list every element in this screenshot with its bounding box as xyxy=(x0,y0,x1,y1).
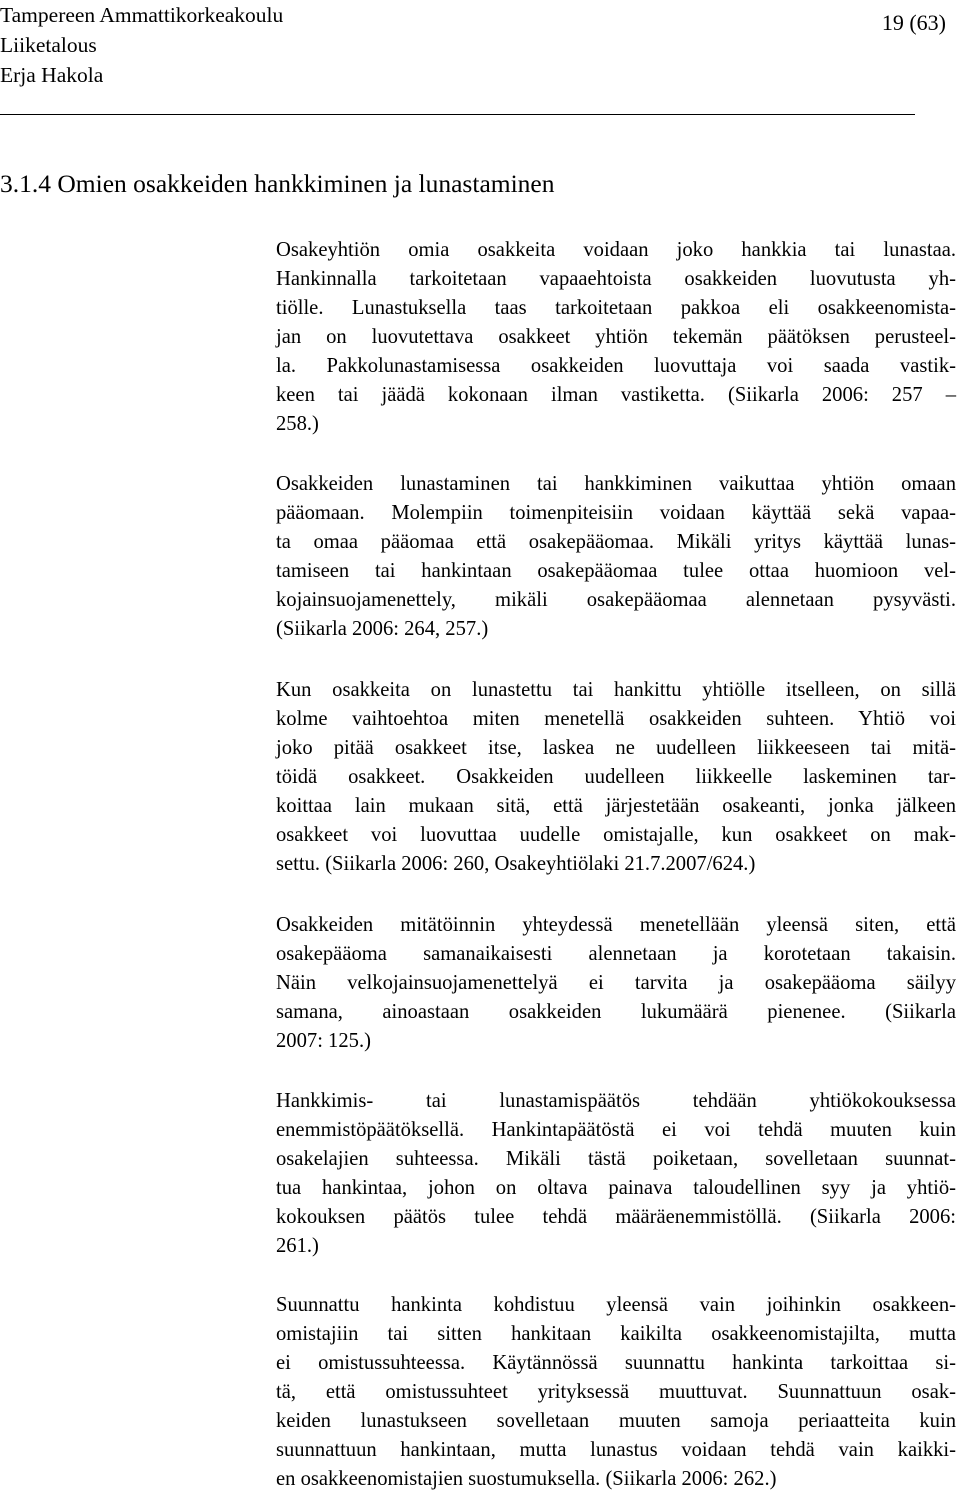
paragraph-2 xyxy=(276,470,956,644)
paragraph-line: samana, ainoastaan osakkeiden lukumäärä pienenee. (Siikarla xyxy=(276,1001,956,1023)
paragraph-line: 2007: 125.) xyxy=(276,1030,371,1052)
paragraph-line: Hankinnalla tarkoitetaan vapaaehtoista osakkeiden luovutusta yh- xyxy=(276,268,956,290)
paragraph-line: ta omaa pääomaa että osakepääomaa. Mikäli yritys käyttää lunas- xyxy=(276,531,956,553)
paragraph-line: keen tai jäädä kokonaan ilman vastiketta. (Siikarla 2006: 257 – xyxy=(276,384,956,406)
paragraph-line: en osakkeenomistajien suostumuksella. (Siikarla 2006: 262.) xyxy=(276,1468,777,1490)
paragraph-line: osakkeet voi luovuttaa uudelle omistajalle, kun osakkeet on mak- xyxy=(276,824,956,846)
paragraph-line: Hankkimis- tai lunastamispäätös tehdään yhtiökokouksessa xyxy=(276,1090,956,1112)
paragraph-line: keiden lunastukseen sovelletaan muuten samoja periaatteita kuin xyxy=(276,1410,956,1432)
paragraph-5 xyxy=(276,1087,956,1261)
paragraph-line: Näin velkojainsuojamenettelyä ei tarvita ja osakepääoma säilyy xyxy=(276,972,956,994)
paragraph-line: 258.) xyxy=(276,413,319,435)
paragraph-line: tä, että omistussuhteet yrityksessä muuttuvat. Suunnattuun osak- xyxy=(276,1381,956,1403)
paragraph-1 xyxy=(276,236,956,439)
paragraph-line: (Siikarla 2006: 264, 257.) xyxy=(276,618,489,640)
paragraph-line: tiölle. Lunastuksella taas tarkoitetaan pakkoa eli osakkeenomista- xyxy=(276,297,956,319)
paragraph-line: ei omistussuhteessa. Käytännössä suunnattu hankinta tarkoittaa si- xyxy=(276,1352,956,1374)
paragraph-line: osakepääoma samanaikaisesti alennetaan ja korotetaan takaisin. xyxy=(276,943,956,965)
header-divider xyxy=(0,114,915,115)
paragraph-4 xyxy=(276,911,956,1056)
paragraph-line: osakelajien suhteessa. Mikäli tästä poiketaan, sovelletaan suunnat- xyxy=(276,1148,956,1170)
paragraph-line: Suunnattu hankinta kohdistuu yleensä vain joihinkin osakkeen- xyxy=(276,1294,956,1316)
paragraph-line: koittaa lain mukaan sitä, että järjestetään osakeanti, jonka jälkeen xyxy=(276,795,956,817)
header-author: Erja Hakola xyxy=(0,63,104,87)
page-number: 19 (63) xyxy=(881,10,946,35)
paragraph-line: 261.) xyxy=(276,1235,319,1257)
paragraph-line: Kun osakkeita on lunastettu tai hankittu yhtiölle itselleen, on sillä xyxy=(276,679,956,701)
paragraph-line: jan on luovutettava osakkeet yhtiön tekemän päätöksen perusteel- xyxy=(276,326,956,348)
paragraph-line: kokouksen päätös tulee tehdä määräenemmistöllä. (Siikarla 2006: xyxy=(276,1206,956,1228)
paragraph-3 xyxy=(276,676,956,879)
paragraph-line: Osakkeiden mitätöinnin yhteydessä menetellään yleensä siten, että xyxy=(276,914,956,936)
paragraph-line: Osakeyhtiön omia osakkeita voidaan joko hankkia tai lunastaa. xyxy=(276,239,956,261)
header-institution: Tampereen Ammattikorkeakoulu xyxy=(0,3,284,27)
paragraph-line: suunnattuun hankintaan, mutta lunastus voidaan tehdä vain kaikki- xyxy=(276,1439,956,1461)
paragraph-line: omistajiin tai sitten hankitaan kaikilta osakkeenomistajilta, mutta xyxy=(276,1323,956,1345)
paragraph-line: Osakkeiden lunastaminen tai hankkiminen vaikuttaa yhtiön omaan xyxy=(276,473,956,495)
paragraph-line: kolme vaihtoehtoa miten menetellä osakkeiden suhteen. Yhtiö voi xyxy=(276,708,956,730)
paragraph-line: töidä osakkeet. Osakkeiden uudelleen liikkeelle laskeminen tar- xyxy=(276,766,956,788)
header-department: Liiketalous xyxy=(0,33,97,57)
paragraph-line: la. Pakkolunastamisessa osakkeiden luovuttaja voi saada vastik- xyxy=(276,355,956,377)
paragraph-6 xyxy=(276,1291,956,1494)
paragraph-line: joko pitää osakkeet itse, laskea ne uudelleen liikkeeseen tai mitä- xyxy=(276,737,956,759)
paragraph-line: kojainsuojamenettely, mikäli osakepääomaa alennetaan pysyvästi. xyxy=(276,589,956,611)
paragraph-line: enemmistöpäätöksellä. Hankintapäätöstä ei voi tehdä muuten kuin xyxy=(276,1119,956,1141)
page-header xyxy=(0,0,283,90)
paragraph-line: tamiseen tai hankintaan osakepääomaa tulee ottaa huomioon vel- xyxy=(276,560,956,582)
section-heading: 3.1.4 Omien osakkeiden hankkiminen ja lunastaminen xyxy=(0,169,555,198)
paragraph-line: pääomaan. Molempiin toimenpiteisiin voidaan käyttää sekä vapaa- xyxy=(276,502,956,524)
paragraph-line: settu. (Siikarla 2006: 260, Osakeyhtiölaki 21.7.2007/624.) xyxy=(276,853,756,875)
paragraph-line: tua hankintaa, johon on oltava painava taloudellinen syy ja yhtiö- xyxy=(276,1177,956,1199)
